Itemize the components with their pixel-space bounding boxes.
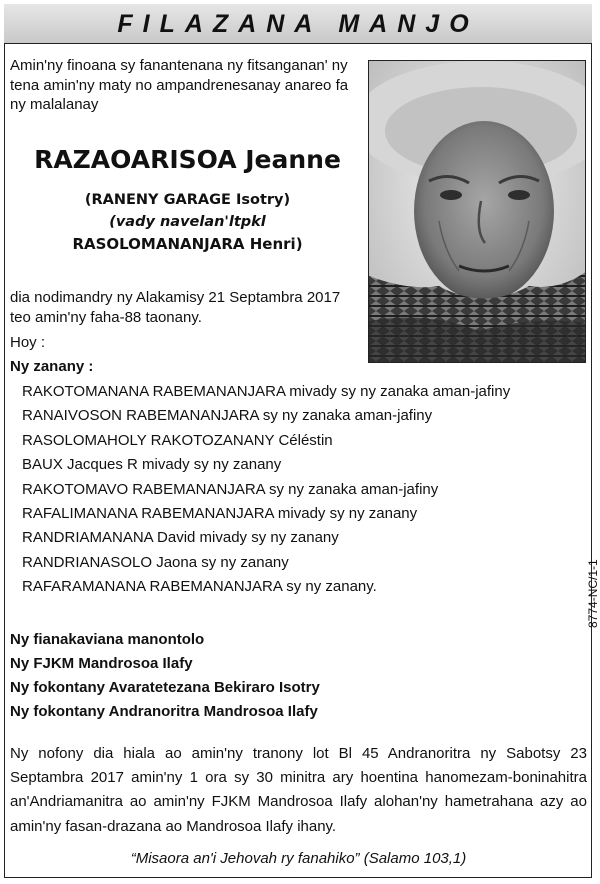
children-list — [22, 380, 582, 600]
children-heading: Ny zanany : — [10, 358, 94, 375]
list-item: RANDRIANASOLO Jaona sy ny zanany — [22, 553, 289, 571]
widow-line: (vady navelan'ltpkl — [109, 214, 266, 230]
portrait-image — [369, 61, 586, 363]
deceased-maiden-name: (RANENY GARAGE Isotry) — [84, 192, 291, 208]
list-item: Ny fianakaviana manontolo — [10, 631, 205, 648]
list-item: RAKOTOMANANA RABEMANANJARA mivady sy ny zanaka aman-jafiny — [22, 383, 511, 400]
list-item: RAFALIMANANA RABEMANANJARA mivady sy ny zanany — [22, 504, 418, 522]
funeral-details: Ny nofony dia hiala ao amin'ny tranony lot Bl 45 Andranoritra ny Sabotsy 23 Septambra 2017 amin'ny 1 ora sy 30 minitra ary hoentina hanomezam-boninahitra an'Andriamanitra ao amin'ny FJKM Mandrosoa Ilafy alohan'ny hametrahana azy ao amin'ny fasan-drazana ao Mandrosoa Ilafy ihany. — [10, 745, 587, 835]
intro-text: Amin'ny finoana sy fanantenana ny fitsanganan' ny tena amin'ny maty no ampandrenesanay anareo fa ny malalanay — [10, 57, 349, 113]
notice-header — [4, 4, 592, 44]
list-item: RANAIVOSON RABEMANANJARA sy ny zanaka aman-jafiny — [22, 407, 433, 425]
list-item: BAUX Jacques R mivady sy ny zanany — [22, 456, 282, 474]
list-item: RASOLOMAHOLY RAKOTOZANANY Céléstin — [22, 431, 333, 449]
notice-title: FILAZANA MANJO — [117, 10, 479, 38]
list-item: RAFARAMANANA RABEMANANJARA sy ny zanany. — [22, 578, 377, 596]
family-list — [10, 628, 430, 724]
death-announcement: dia nodimandry ny Alakamisy 21 Septambra 2017 teo amin'ny faha-88 taonany. — [10, 289, 341, 326]
reference-code: 8774-NC/1-1 — [586, 559, 600, 628]
bible-quote: “Misaora an'i Jehovah ry fanahiko” (Salamo 103,1) — [130, 850, 467, 867]
list-item: RAKOTOMAVO RABEMANANJARA sy ny zanaka aman-jafiny — [22, 480, 439, 498]
husband-name: RASOLOMANANJARA Henri) — [72, 235, 303, 253]
list-item: Ny fokontany Avaratetezana Bekiraro Isotry — [10, 679, 320, 696]
portrait-photo — [368, 60, 586, 363]
list-item: Ny fokontany Andranoritra Mandrosoa Ilafy — [10, 703, 318, 720]
list-item: RANDRIAMANANA David mivady sy ny zanany — [22, 529, 339, 547]
hoy-label: Hoy : — [10, 334, 46, 351]
list-item: Ny FJKM Mandrosoa Ilafy — [10, 655, 193, 672]
deceased-name: RAZAOARISOA Jeanne — [34, 145, 341, 174]
